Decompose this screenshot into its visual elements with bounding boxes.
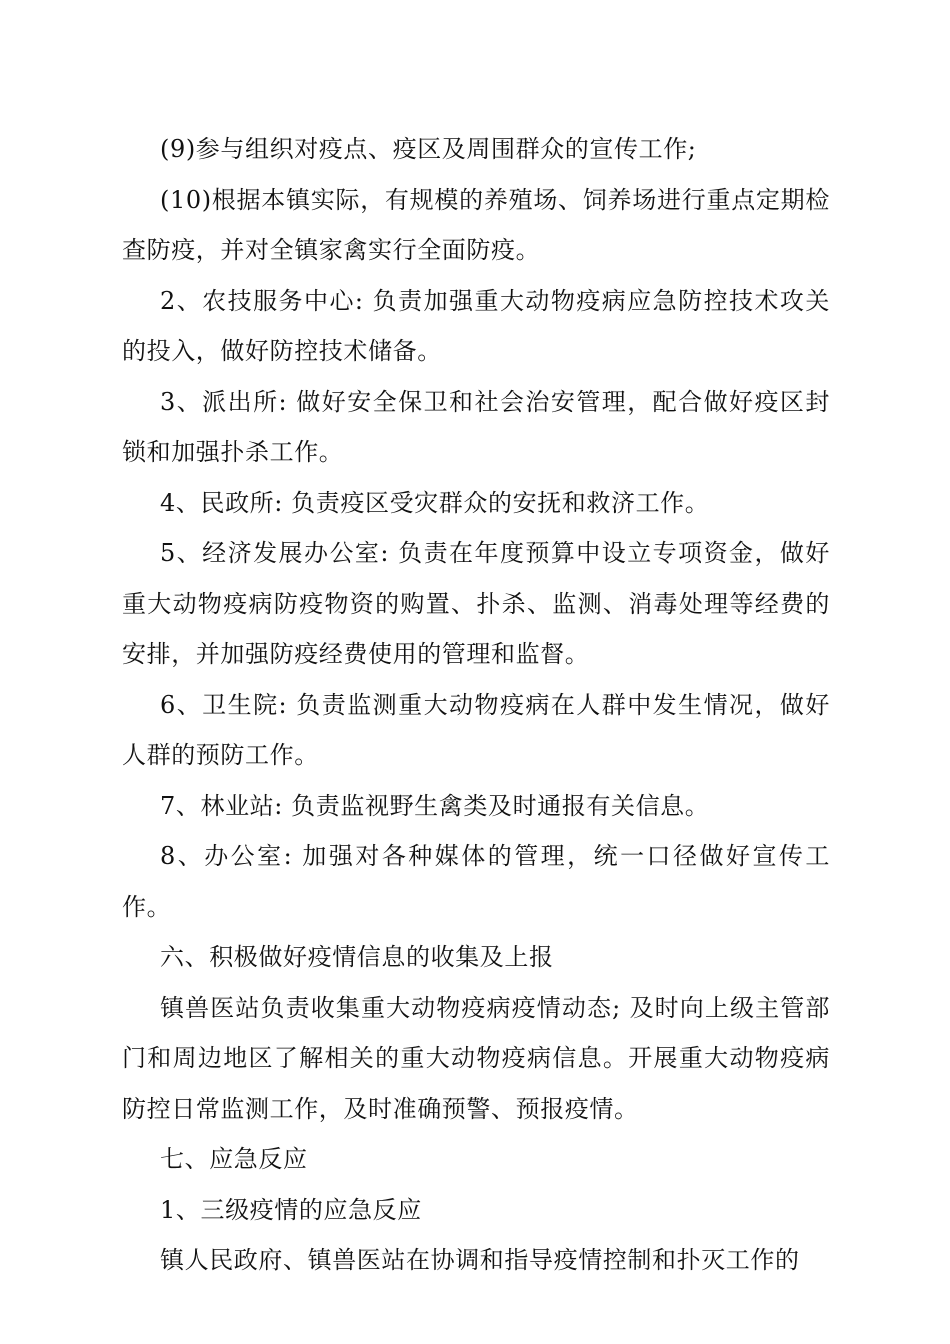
paragraph-economic-office: 5、经济发展办公室: 负责在年度预算中设立专项资金，做好重大动物疫病防疫物资的购置、扑杀、监测、消毒处理等经费的安排，并加强防疫经费使用的管理和监督。 <box>122 539 830 668</box>
section-heading-seven: 七、应急反应 <box>160 1145 308 1173</box>
paragraph-office: 8、办公室: 加强对各种媒体的管理，统一口径做好宣传工作。 <box>122 842 830 921</box>
paragraph-item-9: (9)参与组织对疫点、疫区及周围群众的宣传工作; <box>160 135 697 163</box>
paragraph-item-10: (10)根据本镇实际，有规模的养殖场、饲养场进行重点定期检查防疫，并对全镇家禽实行全面防疫。 <box>122 185 830 264</box>
paragraph-civil-affairs: 4、民政所: 负责疫区受灾群众的安抚和救济工作。 <box>160 488 710 517</box>
paragraph-vet-station: 镇兽医站负责收集重大动物疫病疫情动态; 及时向上级主管部门和周边地区了解相关的重大动物疫病信息。开展重大动物疫病防控日常监测工作，及时准确预警、预报疫情。 <box>122 993 830 1123</box>
paragraph-police-station: 3、派出所: 做好安全保卫和社会治安管理，配合做好疫区封锁和加强扑杀工作。 <box>122 387 830 466</box>
paragraph-agri-tech-center: 2、农技服务中心: 负责加强重大动物疫病应急防控技术攻关的投入，做好防控技术储备。 <box>122 286 830 365</box>
paragraph-forestry-station: 7、林业站: 负责监视野生禽类及时通报有关信息。 <box>160 791 710 820</box>
section-heading-six: 六、积极做好疫情信息的收集及上报 <box>160 943 554 971</box>
subheading-level-three: 1、三级疫情的应急反应 <box>160 1195 422 1224</box>
paragraph-health-center: 6、卫生院: 负责监测重大动物疫病在人群中发生情况，做好人群的预防工作。 <box>122 690 830 769</box>
document-body <box>122 124 830 1286</box>
paragraph-town-government: 镇人民政府、镇兽医站在协调和指导疫情控制和扑灭工作的 <box>160 1246 800 1274</box>
